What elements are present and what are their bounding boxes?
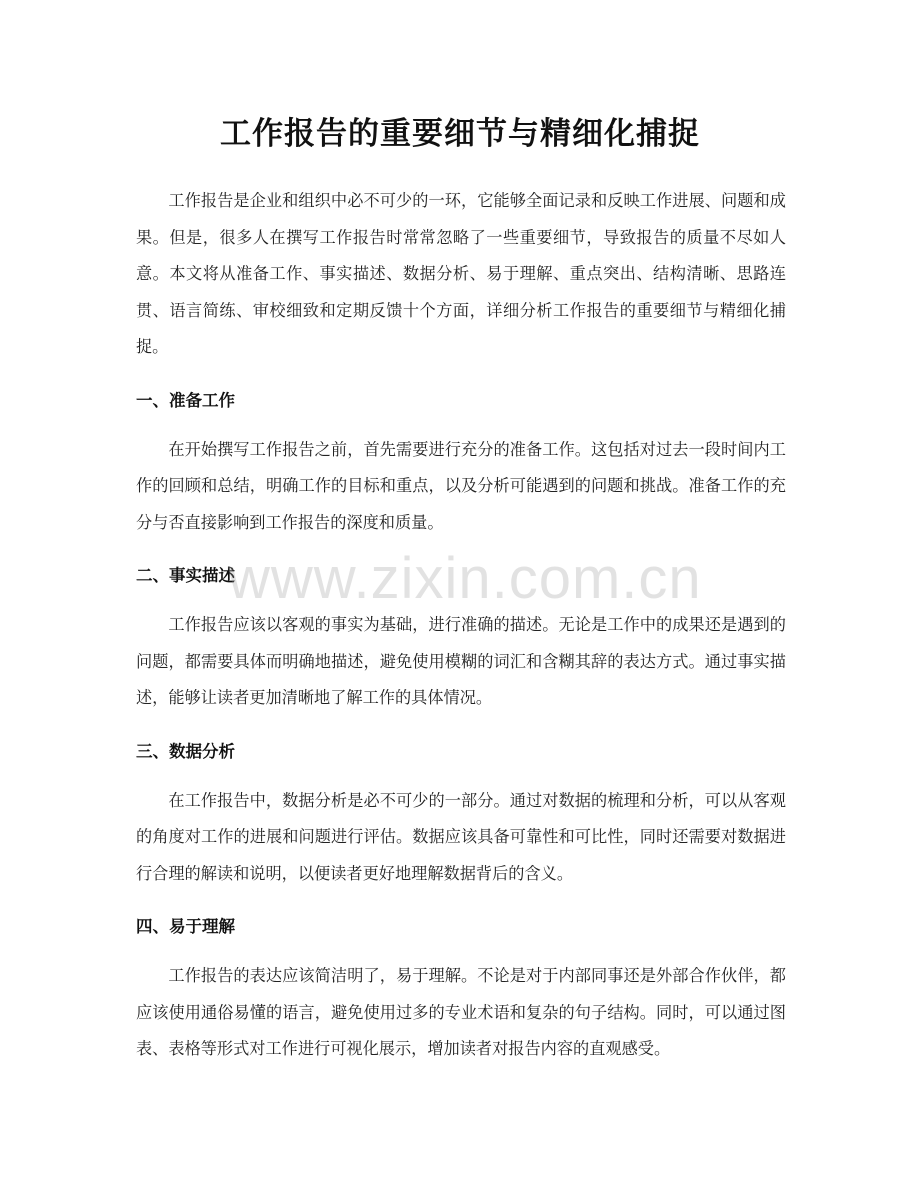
section-heading: 三、数据分析 <box>136 741 235 761</box>
section-heading: 一、准备工作 <box>136 390 235 410</box>
section-data-analysis <box>136 734 786 893</box>
section-paragraph: 工作报告应该以客观的事实为基础，进行准确的描述。无论是工作中的成果还是遇到的问题，都需要具体而明确地描述，避免使用模糊的词汇和含糊其辞的表达方式。通过事实描述，能够让读者更加清晰地了解工作的具体情况。 <box>136 615 786 707</box>
section-paragraph: 在开始撰写工作报告之前，首先需要进行充分的准备工作。这包括对过去一段时间内工作的回顾和总结，明确工作的目标和重点，以及分析可能遇到的问题和挑战。准备工作的充分与否直接影响到工作报告的深度和质量。 <box>136 439 786 532</box>
document-title: 工作报告的重要细节与精细化捕捉 <box>220 116 700 152</box>
document-body <box>136 183 786 1068</box>
section-heading: 四、易于理解 <box>136 917 235 936</box>
section-preparation <box>136 383 786 542</box>
section-paragraph: 工作报告的表达应该简洁明了，易于理解。不论是对于内部同事还是外部合作伙伴，都应该使用通俗易懂的语言，避免使用过多的专业术语和复杂的句子结构。同时，可以通过图表、表格等形式对工作进行可视化展示，增加读者对报告内容的直观感受。 <box>136 966 786 1058</box>
watermark-text: www.zixin.com.cn <box>228 546 702 611</box>
section-paragraph: 在工作报告中，数据分析是必不可少的一部分。通过对数据的梳理和分析，可以从客观的角度对工作的进展和问题进行评估。数据应该具备可靠性和可比性，同时还需要对数据进行合理的解读和说明，以便读者更好地理解数据背后的含义。 <box>136 790 786 883</box>
section-easy-to-understand <box>136 909 786 1068</box>
intro-paragraph: 工作报告是企业和组织中必不可少的一环，它能够全面记录和反映工作进展、问题和成果。但是，很多人在撰写工作报告时常常忽略了一些重要细节，导致报告的质量不尽如人意。本文将从准备工作、事实描述、数据分析、易于理解、重点突出、结构清晰、思路连贯、语言简练、审校细致和定期反馈十个方面，详细分析工作报告的重要细节与精细化捕捉。 <box>136 191 786 356</box>
section-fact-description <box>136 558 786 717</box>
section-heading: 二、事实描述 <box>136 566 235 585</box>
